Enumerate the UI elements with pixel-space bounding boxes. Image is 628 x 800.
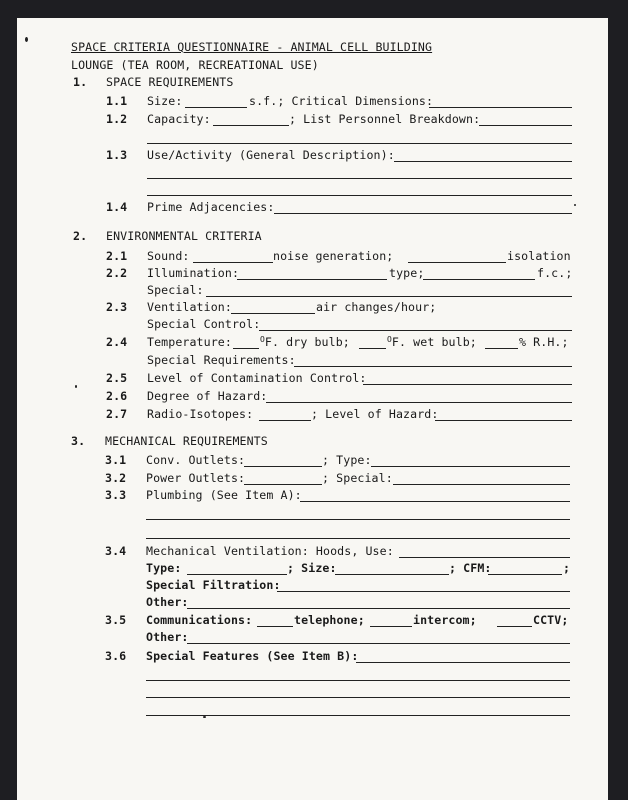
- special-features-field[interactable]: [356, 662, 570, 663]
- use-activity-line-3[interactable]: [147, 195, 572, 196]
- ventilation-label: Ventilation:: [147, 300, 232, 314]
- hoods-use-field[interactable]: [399, 557, 570, 558]
- power-outlets-label: Power Outlets:: [146, 471, 246, 485]
- item-1-4-number: 1.4: [106, 200, 128, 214]
- hood-size-field[interactable]: [335, 574, 449, 575]
- plumbing-line-2[interactable]: [146, 519, 570, 520]
- hood-type-field[interactable]: [187, 574, 287, 575]
- ventilation-field[interactable]: [231, 313, 315, 314]
- degree-of-hazard-field[interactable]: [266, 402, 572, 403]
- scan-speck: [203, 716, 206, 718]
- capacity-label: Capacity:: [147, 112, 211, 126]
- contamination-control-field[interactable]: [363, 384, 572, 385]
- questionnaire-page: [17, 18, 608, 800]
- illumination-type-field[interactable]: [423, 279, 535, 280]
- item-2-5-number: 2.5: [106, 371, 128, 385]
- contamination-control-label: Level of Contamination Control:: [147, 371, 367, 385]
- conv-type-label: ; Type:: [322, 453, 372, 467]
- critical-dimensions-label: s.f.; Critical Dimensions:: [249, 94, 434, 108]
- special-features-line-3[interactable]: [146, 697, 570, 698]
- item-2-3-number: 2.3: [106, 300, 128, 314]
- personnel-breakdown-label: ; List Personnel Breakdown:: [289, 112, 481, 126]
- intercom-field[interactable]: [370, 626, 412, 627]
- scan-speck: [75, 385, 77, 388]
- noise-generation-label: noise generation;: [273, 249, 394, 263]
- item-3-6-number: 3.6: [105, 649, 127, 663]
- critical-dimensions-field[interactable]: [429, 107, 572, 108]
- prime-adjacencies-label: Prime Adjacencies:: [147, 200, 275, 214]
- level-of-hazard-label: ; Level of Hazard:: [311, 407, 439, 421]
- scan-speck: [25, 37, 28, 42]
- communications-label: Communications:: [146, 613, 253, 627]
- degree-of-hazard-label: Degree of Hazard:: [147, 389, 268, 403]
- relative-humidity-label: % R.H.;: [519, 335, 569, 349]
- prime-adjacencies-field[interactable]: [274, 213, 572, 214]
- section-1-number: 1.: [73, 75, 88, 89]
- radio-isotopes-label: Radio-Isotopes:: [147, 407, 254, 421]
- section-3-number: 3.: [71, 434, 86, 448]
- power-outlets-field[interactable]: [244, 484, 322, 485]
- mechanical-ventilation-label: Mechanical Ventilation: Hoods, Use:: [146, 544, 394, 558]
- intercom-label: intercom;: [413, 613, 477, 627]
- sound-label: Sound:: [147, 249, 190, 263]
- section-2-number: 2.: [73, 229, 88, 243]
- illumination-special-label: Special:: [147, 283, 204, 297]
- dry-bulb-label: $^O$F. dry bulb;: [260, 335, 350, 349]
- telephone-field[interactable]: [257, 626, 293, 627]
- air-changes-label: air changes/hour;: [316, 300, 437, 314]
- item-3-5-number: 3.5: [105, 613, 127, 627]
- item-3-4-number: 3.4: [105, 544, 127, 558]
- special-requirements-label: Special Requirements:: [147, 353, 296, 367]
- item-1-2-number: 1.2: [106, 112, 128, 126]
- plumbing-line-3[interactable]: [146, 538, 570, 539]
- isolation-label: isolation: [507, 249, 571, 263]
- temperature-label: Temperature:: [147, 335, 232, 349]
- plumbing-label: Plumbing (See Item A):: [146, 488, 302, 502]
- wet-bulb-field[interactable]: [359, 348, 386, 349]
- hood-size-label: ; Size:: [287, 561, 337, 575]
- cfm-field[interactable]: [488, 574, 562, 575]
- item-1-1-number: 1.1: [106, 94, 128, 108]
- item-2-4-number: 2.4: [106, 335, 128, 349]
- conv-outlets-label: Conv. Outlets:: [146, 453, 246, 467]
- personnel-breakdown-field[interactable]: [479, 125, 572, 126]
- special-features-line-2[interactable]: [146, 680, 570, 681]
- section-1-heading: SPACE REQUIREMENTS: [106, 75, 234, 89]
- item-2-6-number: 2.6: [106, 389, 128, 403]
- dry-bulb-field[interactable]: [233, 348, 259, 349]
- hood-type-label: Type:: [146, 561, 182, 575]
- communications-other-label: Other:: [146, 630, 189, 644]
- wet-bulb-label: $^O$F. wet bulb;: [387, 335, 477, 349]
- item-2-7-number: 2.7: [106, 407, 128, 421]
- item-2-1-number: 2.1: [106, 249, 128, 263]
- conv-type-field[interactable]: [371, 466, 570, 467]
- telephone-label: telephone;: [294, 613, 365, 627]
- fc-label: f.c.;: [537, 266, 573, 280]
- scan-speck: [574, 204, 576, 206]
- special-control-label: Special Control:: [147, 317, 261, 331]
- item-2-2-number: 2.2: [106, 266, 128, 280]
- special-requirements-field[interactable]: [294, 366, 572, 367]
- page-subtitle: LOUNGE (TEA ROOM, RECREATIONAL USE): [71, 58, 319, 72]
- size-field[interactable]: [185, 107, 247, 108]
- capacity-field[interactable]: [213, 125, 289, 126]
- cfm-label: ; CFM:: [449, 561, 492, 575]
- item-3-1-number: 3.1: [105, 453, 127, 467]
- size-label: Size:: [147, 94, 183, 108]
- illumination-label: Illumination:: [147, 266, 240, 280]
- noise-generation-field[interactable]: [408, 262, 506, 263]
- special-filtration-label: Special Filtration:: [146, 578, 281, 592]
- use-activity-field[interactable]: [394, 161, 572, 162]
- special-control-field[interactable]: [259, 330, 572, 331]
- page-title: SPACE CRITERIA QUESTIONNAIRE - ANIMAL CELL BUILDING: [71, 40, 433, 54]
- cfm-semicolon: ;: [563, 561, 571, 575]
- special-filtration-field[interactable]: [277, 591, 570, 592]
- section-3-heading: MECHANICAL REQUIREMENTS: [105, 434, 268, 448]
- illumination-special-field[interactable]: [206, 296, 572, 297]
- section-2-heading: ENVIRONMENTAL CRITERIA: [106, 229, 262, 243]
- level-of-hazard-field[interactable]: [435, 420, 572, 421]
- conv-outlets-field[interactable]: [244, 466, 322, 467]
- plumbing-field[interactable]: [300, 501, 570, 502]
- illumination-field[interactable]: [237, 279, 387, 280]
- item-1-3-number: 1.3: [106, 148, 128, 162]
- item-3-2-number: 3.2: [105, 471, 127, 485]
- power-special-field[interactable]: [393, 484, 570, 485]
- communications-other-field[interactable]: [187, 643, 570, 644]
- type-label: type;: [389, 266, 425, 280]
- use-activity-label: Use/Activity (General Description):: [147, 148, 395, 162]
- relative-humidity-field[interactable]: [485, 348, 518, 349]
- cctv-label: CCTV;: [533, 613, 569, 627]
- item-3-3-number: 3.3: [105, 488, 127, 502]
- radio-isotopes-field[interactable]: [259, 420, 311, 421]
- special-features-label: Special Features (See Item B):: [146, 649, 359, 663]
- sound-field[interactable]: [193, 262, 273, 263]
- ventilation-other-label: Other:: [146, 595, 189, 609]
- special-features-line-4[interactable]: [146, 715, 570, 716]
- personnel-breakdown-line-2[interactable]: [147, 143, 572, 144]
- cctv-field[interactable]: [497, 626, 532, 627]
- use-activity-line-2[interactable]: [147, 178, 572, 179]
- power-special-label: ; Special:: [322, 471, 393, 485]
- ventilation-other-field[interactable]: [187, 608, 570, 609]
